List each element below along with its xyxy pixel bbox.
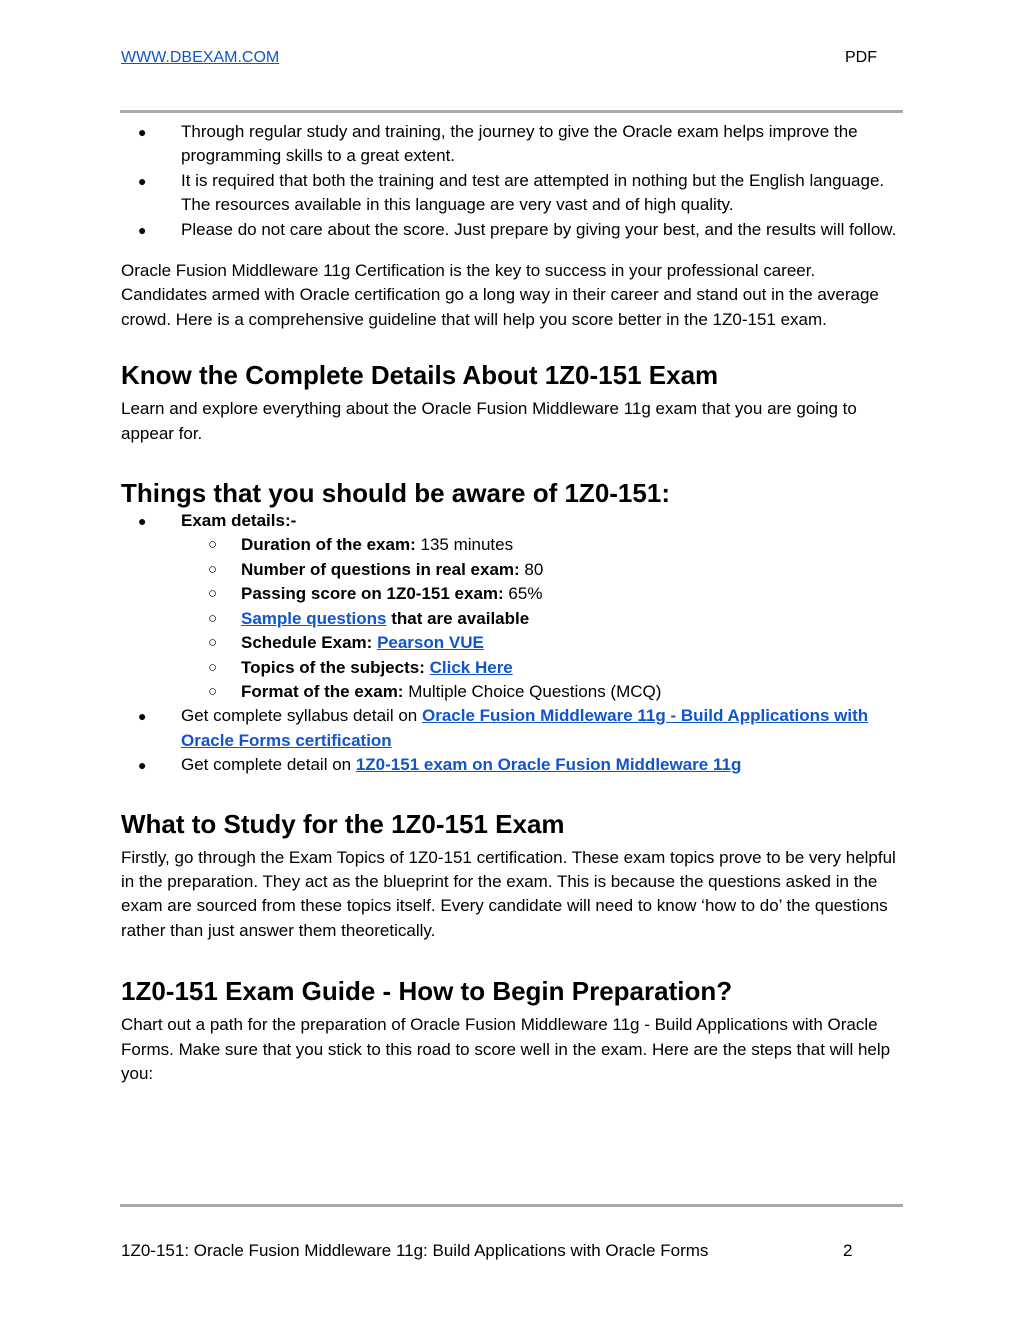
click-here-link[interactable]: Click Here (429, 657, 513, 677)
list-item (121, 509, 903, 704)
footer-divider (120, 1204, 903, 1207)
list-item: ○ Schedule Exam: Pearson VUE (181, 631, 903, 655)
exam-guide-text: Chart out a path for the preparation of Oracle Fusion Middleware 11g - Build Applications with Oracle Forms. Make sure that you stick to this road to score well in the exam. Here are the steps that will help you: (121, 1015, 891, 1083)
bullet-icon: ● (138, 757, 147, 774)
circle-bullet-icon: ○ (208, 609, 218, 627)
exam-info-list (121, 509, 903, 777)
list-item: ● Please do not care about the score. Just prepare by giving your best, and the results will follow. (121, 218, 903, 242)
list-item: ● Through regular study and training, the journey to give the Oracle exam helps improve the programming skills to a great extent. (138, 122, 858, 166)
list-item: ○ Number of questions in real exam: 80 (181, 558, 903, 582)
things-aware-heading: Things that you should be aware of 1Z0-151: (121, 478, 670, 509)
study-text: Firstly, go through the Exam Topics of 1Z0-151 certification. These exam topics prove to be very helpful in the preparation. They act as the blueprint for the exam. This is because the questions asked in the exam are sourced from these topics itself. Every candidate will need to know ‘how to do’ the questions rather than just answer them theoretically. (121, 847, 896, 940)
intro-paragraph: Oracle Fusion Middleware 11g Certification is the key to success in your professional career. Candidates armed with Oracle certification go a long way in their career and stand out in the average crowd. Here is a comprehensive guideline that will help you score better in the 1Z0-151 exam. (121, 261, 879, 329)
study-heading: What to Study for the 1Z0-151 Exam (121, 808, 565, 839)
circle-bullet-icon: ○ (208, 634, 218, 652)
exam-details-label: Exam details:- (181, 511, 297, 531)
page-content (121, 120, 903, 1086)
list-item: ○ Format of the exam: Multiple Choice Questions (MCQ) (181, 680, 903, 704)
list-item: ● Get complete detail on 1Z0-151 exam on Oracle Fusion Middleware 11g (121, 753, 903, 777)
list-item: ● Get complete syllabus detail on Oracle Fusion Middleware 11g - Build Applications with Oracle Forms certification (138, 706, 869, 750)
bullet-icon: ● (138, 221, 147, 238)
bullet-icon: ● (138, 708, 147, 725)
list-item: ○ Duration of the exam: 135 minutes (181, 533, 903, 557)
bullet-icon: ● (138, 513, 147, 530)
list-item: ○ Passing score on 1Z0-151 exam: 65% (181, 582, 903, 606)
list-item: ● It is required that both the training and test are attempted in nothing but the English language. The resources available in this language are very vast and of high quality. (138, 170, 885, 215)
bullet-icon: ● (138, 124, 147, 140)
exam-detail-link[interactable]: 1Z0-151 exam on Oracle Fusion Middleware 11g (355, 755, 742, 775)
circle-bullet-icon: ○ (208, 658, 218, 676)
know-details-text: Learn and explore everything about the Oracle Fusion Middleware 11g exam that you are going to appear for. (121, 399, 857, 443)
circle-bullet-icon: ○ (208, 560, 218, 578)
intro-bullet-list (121, 120, 903, 242)
exam-details-sublist (181, 533, 903, 704)
page-number: 2 (843, 1241, 853, 1260)
exam-guide-heading: 1Z0-151 Exam Guide - How to Begin Preparation? (121, 976, 733, 1007)
circle-bullet-icon: ○ (208, 682, 218, 700)
list-item: ○ Sample questions that are available (181, 607, 903, 631)
pearson-vue-link[interactable]: Pearson VUE (377, 633, 484, 653)
sample-questions-link[interactable]: Sample questions (241, 608, 387, 628)
circle-bullet-icon: ○ (208, 585, 218, 603)
know-details-heading: Know the Complete Details About 1Z0-151 Exam (121, 360, 719, 391)
circle-bullet-icon: ○ (208, 536, 218, 554)
bullet-icon: ● (138, 172, 147, 189)
footer-title: 1Z0-151: Oracle Fusion Middleware 11g: Build Applications with Oracle Forms (121, 1241, 709, 1260)
pdf-label: PDF (845, 49, 877, 66)
header-divider (120, 110, 903, 113)
site-link[interactable]: WWW.DBEXAM.COM (121, 49, 280, 66)
list-item: ○ Topics of the subjects: Click Here (181, 656, 903, 680)
syllabus-link[interactable]: Oracle Fusion Middleware 11g - Build Applications with Oracle Forms certification (181, 706, 869, 750)
